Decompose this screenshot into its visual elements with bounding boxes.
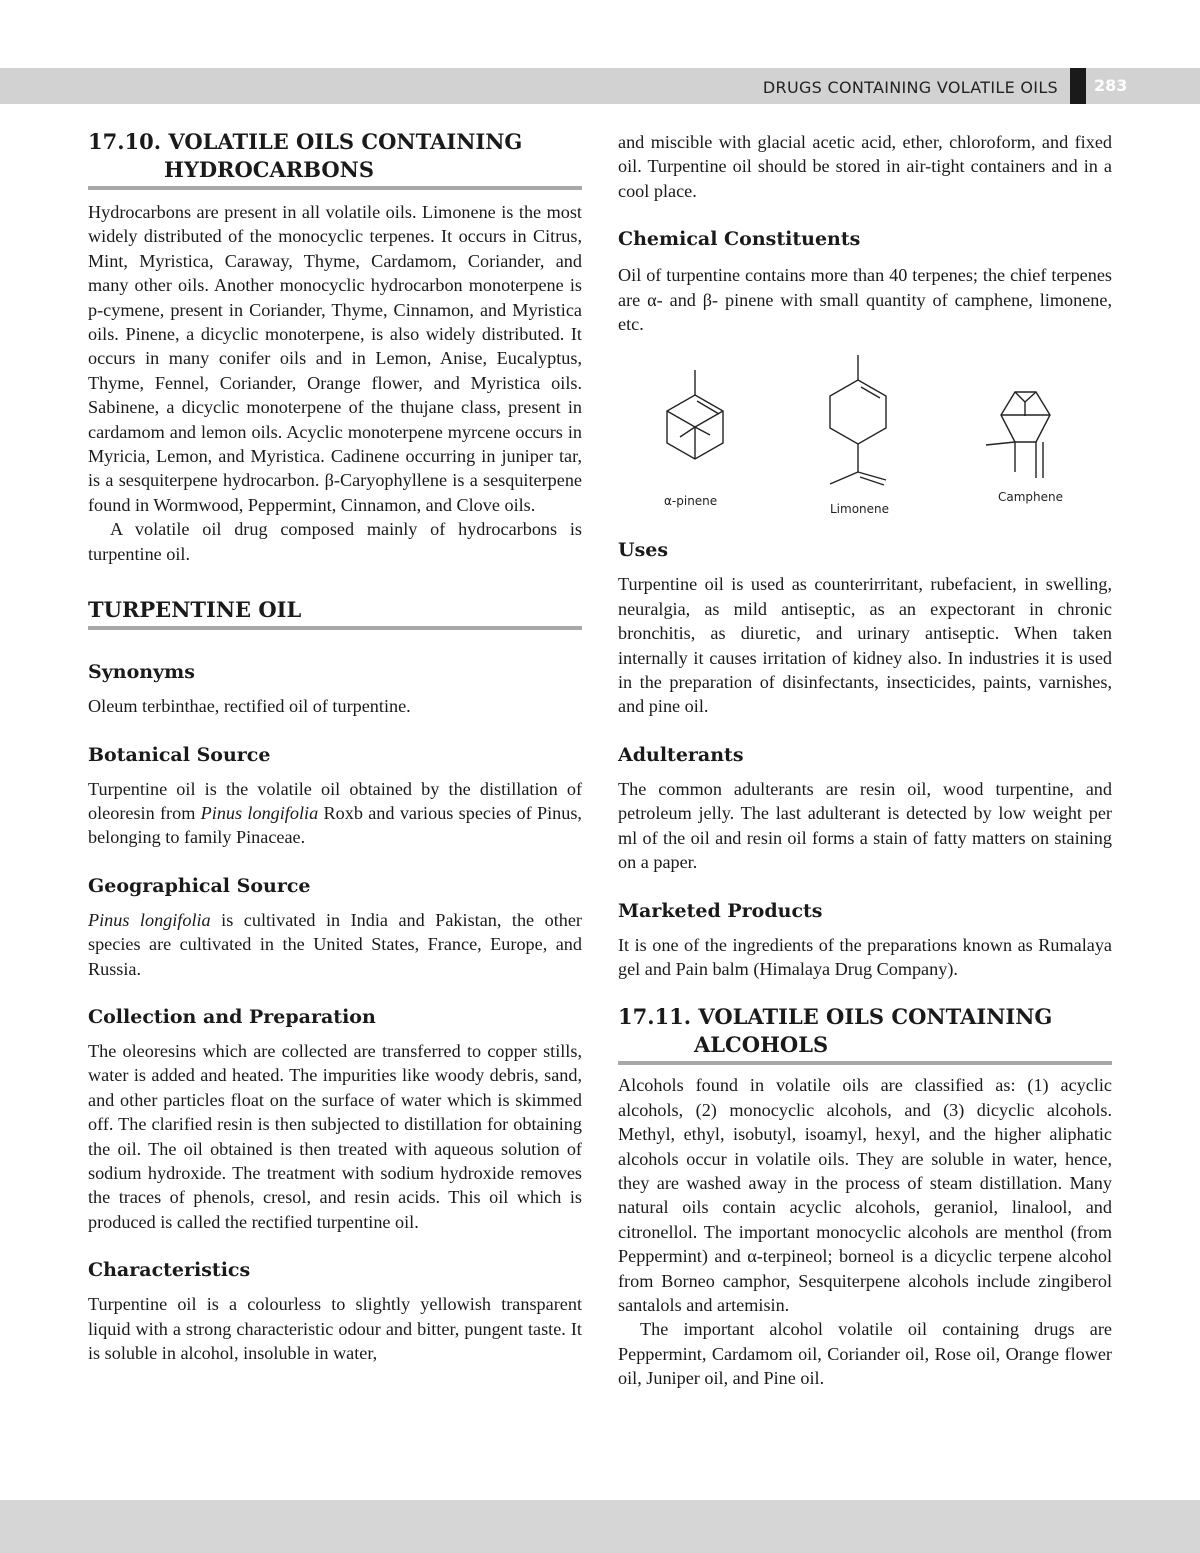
running-head: DRUGS CONTAINING VOLATILE OILS — [762, 78, 1058, 97]
paragraph-turpentine-intro: A volatile oil drug composed mainly of hydrocarbons is turpentine oil. — [88, 519, 582, 564]
botanical-source-text — [88, 777, 582, 850]
paragraph-alcohol-drugs: The important alcohol volatile oil containing drugs are Peppermint, Cardamom oil, Coriander oil, Rose oil, Orange flower oil, Juniper oil, and Pine oil. — [618, 1319, 1112, 1389]
marketed-products-heading: Marketed Products — [618, 899, 823, 922]
camphene-structure — [986, 392, 1050, 478]
characteristics-heading: Characteristics — [88, 1259, 251, 1282]
collection-heading: Collection and Preparation — [88, 1005, 376, 1028]
species-name: Pinus longifolia — [88, 909, 211, 930]
characteristics-text: Turpentine oil is a colourless to slightly yellowish transparent liquid with a strong characteristic odour and bitter, pungent taste. It is soluble in alcohol, insoluble in water, — [88, 1294, 582, 1363]
section-17-10-title — [88, 128, 582, 190]
limonene-label: Limonene — [830, 502, 890, 517]
geographical-source-heading: Geographical Source — [88, 874, 311, 897]
paragraph-hydrocarbons: Hydrocarbons are present in all volatile oils. Limonene is the most widely distributed of the monocyclic terpenes. It occurs in Citrus, Mint, Myristica, Caraway, Thyme, Cardamom, Coriander, and many other oils. Another monocyclic hydrocarbon monoterpene is p-cymene, present in Coriander, Thyme, Cinnamon, and Myristica oils. Pinene, a dicyclic monoterpene, is also widely distributed. It occurs in many conifer oils and in Lemon, Anise, Eucalyptus, Thyme, Fennel, Coriander, Orange flower, and Myristica oils. Sabinene, a dicyclic monoterpene of the thujane class, present in cardamom and lemon oils. Acyclic monoterpene myrcene occurs in Myricia, Lemon, and Myristica. Cadinene occurring in juniper tar, is a sesquiterpene hydrocarbon. β-Caryophyllene is a sesquiterpene found in Wormwood, Peppermint, Cinnamon, and Clove oils. — [88, 202, 582, 515]
limonene-structure — [830, 355, 886, 485]
uses-heading: Uses — [618, 539, 669, 562]
section-17-11-title — [618, 1003, 1112, 1065]
synonyms-text: Oleum terbinthae, rectified oil of turpentine. — [88, 696, 411, 717]
chemical-constituents-text: Oil of turpentine contains more than 40 terpenes; the chief terpenes are α- and β- pinene with small quantity of camphene, limonene, etc. — [618, 265, 1112, 335]
left-column — [88, 128, 582, 1365]
terpene-structures-figure — [618, 350, 1112, 530]
section-number: 17.11. — [618, 1004, 692, 1030]
synonyms-heading: Synonyms — [88, 661, 195, 684]
right-column — [618, 130, 1112, 1391]
camphene-label: Camphene — [998, 490, 1064, 505]
page-number: 283 — [1094, 76, 1128, 95]
botanical-text-pre: Turpentine oil is the volatile oil obtained by the distillation of oleoresin from — [88, 778, 582, 823]
botanical-source-heading: Botanical Source — [88, 743, 271, 766]
characteristics-continuation: and miscible with glacial acetic acid, ether, chloroform, and fixed oil. Turpentine oil should be stored in air-tight containers and in a cool place. — [618, 132, 1112, 201]
chemical-constituents-heading: Chemical Constituents — [618, 228, 861, 251]
botanical-text-post: Roxb and various species of Pinus, belonging to family Pinaceae. — [88, 802, 582, 848]
alpha-pinene-label: α-pinene — [664, 494, 718, 509]
species-name: Pinus longifolia — [200, 802, 319, 823]
section-title-line1: VOLATILE OILS CONTAINING — [698, 1004, 1053, 1030]
page-number-marker — [1070, 68, 1086, 104]
adulterants-heading: Adulterants — [618, 743, 744, 766]
alpha-pinene-structure — [667, 370, 723, 459]
marketed-products-text: It is one of the ingredients of the preparations known as Rumalaya gel and Pain balm (Himalaya Drug Company). — [618, 934, 1112, 979]
geographical-text-post: is cultivated in India and Pakistan, the other species are cultivated in the United States, France, Europe, and Russia. — [88, 909, 582, 979]
paragraph-alcohols: Alcohols found in volatile oils are classified as: (1) acyclic alcohols, (2) monocyclic alcohols, and (3) dicyclic alcohols. Methyl, ethyl, isobutyl, isoamyl, hexyl, and the higher aliphatic alcohols occur in volatile oils. They are soluble in water, hence, they are washed away in the process of steam distillation. Many natural oils contain acyclic alcohols, geraniol, linalool, and citronellol. The important monocyclic alcohols are menthol (from Peppermint) and α-terpineol; borneol is a dicyclic terpene alcohol from Borneo camphor, Sesquiterpene alcohols include zingiberol santalols and artemisin. — [618, 1075, 1112, 1315]
uses-text: Turpentine oil is used as counterirritant, rubefacient, in swelling, neuralgia, as mild antiseptic, as an expectorant in chronic bronchitis, as diuretic, and urinary antiseptic. When taken internally it causes irritation of kidney also. In industries it is used in the preparation of disinfectants, insecticides, paints, varnishes, and pine oil. — [618, 574, 1112, 717]
footer-band — [0, 1500, 1200, 1553]
section-title-line1: VOLATILE OILS CONTAINING — [168, 129, 523, 154]
section-number: 17.10. — [88, 129, 162, 154]
turpentine-oil-title: TURPENTINE OIL — [88, 596, 582, 630]
collection-text: The oleoresins which are collected are transferred to copper stills, water is added and heated. The impurities like woody debris, sand, and other particles float on the surface of water which is skimmed off. The clarified resin is then subjected to distillation for obtaining the oil. The oil obtained is then treated with aqueous solution of sodium hydroxide. The treatment with sodium hydroxide removes the traces of phenols, cresol, and resin acids. This oil which is produced is called the rectified turpentine oil. — [88, 1040, 582, 1232]
adulterants-text: The common adulterants are resin oil, wood turpentine, and petroleum jelly. The last adulterant is detected by low weight per ml of the oil and resin oil forms a stain of fatty matters on staining on a paper. — [618, 778, 1112, 873]
geographical-source-text — [88, 908, 582, 981]
section-title-line2: ALCOHOLS — [694, 1032, 829, 1058]
section-title-line2: HYDROCARBONS — [164, 157, 375, 182]
